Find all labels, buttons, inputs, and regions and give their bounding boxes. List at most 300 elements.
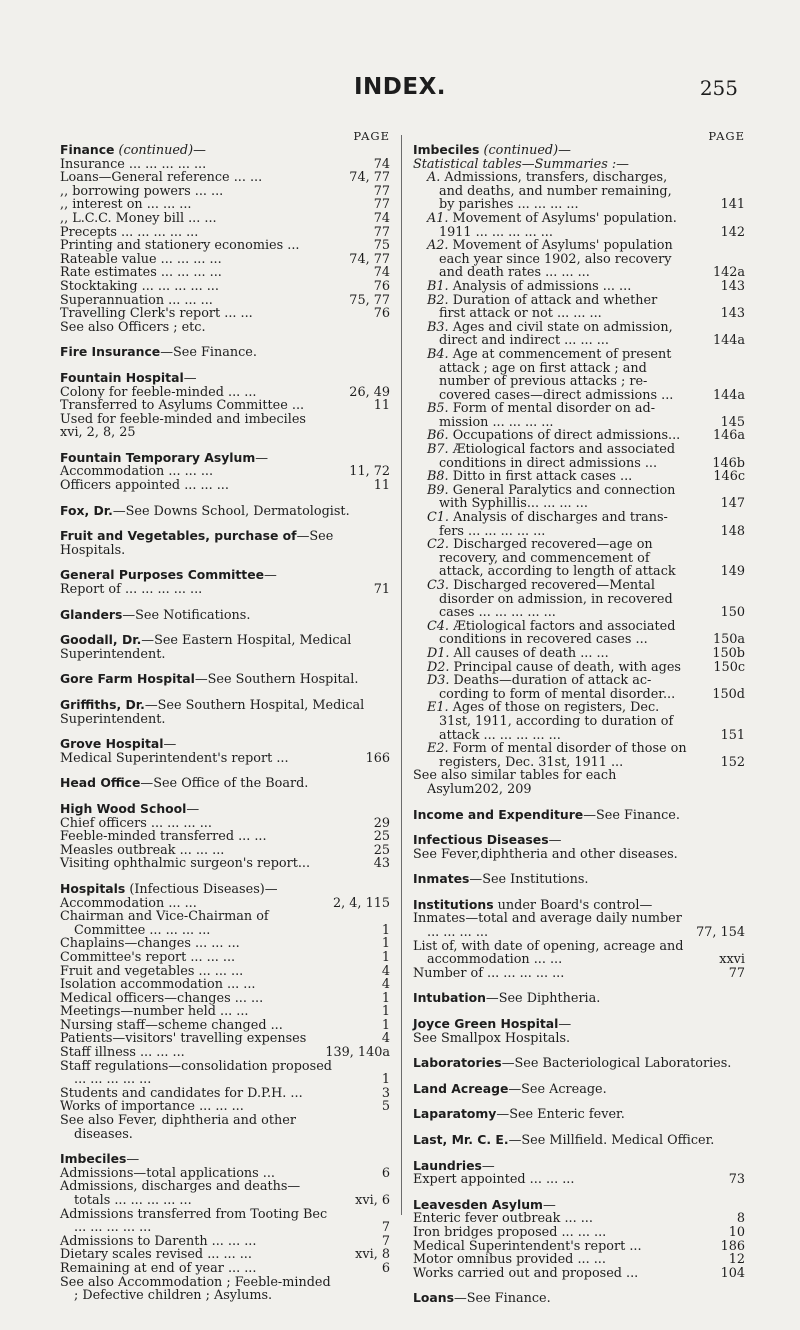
index-entry — [413, 1198, 745, 1281]
table-description: Ages and civil state on admission, direct and indirect ... ... ... — [439, 319, 673, 349]
subentry-text: Staff illness ... ... ... — [60, 1045, 185, 1061]
index-subentry — [60, 1235, 390, 1249]
statistical-table-item — [413, 647, 745, 661]
subentry-text: Transferred to Asylums Committee ... — [60, 398, 305, 414]
page-reference: 141 — [720, 197, 745, 213]
subentry-text: Rateable value ... ... ... ... — [60, 251, 222, 267]
page-number: 255 — [699, 76, 738, 100]
index-subentry — [60, 1180, 390, 1207]
subentry-text: Expert appointed ... ... ... — [413, 1172, 575, 1188]
index-subentry — [60, 1100, 390, 1114]
subentry-text: Medical Superintendent's report ... — [413, 1238, 642, 1254]
page-reference: 150d — [712, 686, 745, 702]
index-subentry — [413, 1226, 745, 1240]
page-reference: 75 — [373, 238, 390, 254]
entry-heading — [60, 568, 390, 583]
index-subentry — [60, 226, 390, 240]
index-entry — [60, 371, 390, 440]
index-entry — [413, 991, 745, 1006]
subentry-text: List of, with date of opening, acreage and accommodation ... ... — [413, 938, 684, 968]
entry-keyword: High Wood School — [60, 800, 187, 816]
statistical-table-item — [413, 429, 745, 443]
subentry-text: ,, L.C.C. Money bill ... ... — [60, 210, 217, 226]
table-description: Movement of Asylums' population. 1911 ... ... ... ... ... — [439, 210, 677, 240]
index-subentry — [60, 1032, 390, 1046]
entry-heading — [60, 1152, 390, 1167]
entry-keyword: Laparatomy — [413, 1106, 497, 1122]
subentry-text: See Smallpox Hospitals. — [413, 1030, 571, 1046]
page-reference: 1 — [381, 1004, 390, 1020]
statistical-table-item — [413, 402, 745, 429]
page-reference: 1 — [381, 1017, 390, 1033]
subentry-text: Students and candidates for D.P.H. ... — [60, 1085, 303, 1101]
index-subentry — [60, 253, 390, 267]
subentry-text: Enteric fever outbreak ... ... — [413, 1211, 593, 1227]
entry-heading — [60, 776, 390, 791]
entry-keyword: Fox, Dr. — [60, 502, 113, 518]
table-key: B7. — [427, 442, 449, 458]
entry-heading-note: — — [548, 833, 562, 849]
index-subentry — [413, 1267, 745, 1281]
page-reference: 74 — [373, 156, 390, 172]
page-reference: 6 — [381, 1165, 390, 1181]
entry-heading — [60, 504, 390, 519]
subentry-text: Inmates—total and average daily number ... ... ... ... — [413, 911, 682, 941]
entry-reference: —See Enteric fever. — [496, 1107, 625, 1123]
page-reference: 77, 154 — [696, 925, 745, 941]
entry-reference: —See Millfield. Medical Officer. — [508, 1133, 715, 1148]
page-reference: 77 — [373, 197, 390, 213]
index-entry — [60, 608, 390, 623]
index-subentry — [60, 198, 390, 212]
subentry-text: Motor omnibus provided ... ... — [413, 1252, 606, 1268]
page-reference: 150c — [713, 659, 745, 675]
table-key: C4. — [427, 618, 450, 634]
subentry-text: Admissions—total applications ... — [60, 1165, 275, 1181]
index-entry — [60, 633, 390, 661]
index-entry — [60, 776, 390, 791]
page-reference: 11 — [373, 398, 390, 414]
entry-keyword: Leavesden Asylum — [413, 1196, 543, 1212]
subentry-text: See Fever,diphtheria and other diseases. — [413, 846, 678, 862]
entry-heading-note: — — [255, 450, 269, 466]
entry-reference: —See Office of the Board. — [140, 776, 309, 792]
index-subentry — [60, 1208, 390, 1235]
table-key: B6. — [427, 428, 449, 444]
entry-heading — [60, 143, 390, 158]
table-key: E1. — [427, 700, 449, 716]
entry-keyword: Grove Hospital — [60, 736, 164, 752]
page-column-label: PAGE — [353, 129, 390, 143]
index-subentry — [60, 307, 390, 321]
index-subentry — [60, 465, 390, 479]
page-reference: xvi, 8 — [355, 1247, 390, 1263]
statistical-table-item — [413, 742, 745, 769]
entry-heading — [413, 872, 745, 887]
index-subentry — [60, 937, 390, 951]
entry-keyword: Gore Farm Hospital — [60, 671, 195, 687]
subentry-text: ,, interest on ... ... ... — [60, 197, 192, 213]
table-description: Age at commencement of present attack ; age on first attack ; and number of previous attacks ; re-covered cases—direct admissions ... — [439, 346, 674, 403]
page-reference: 74, 77 — [349, 251, 390, 267]
entry-reference: —See Diphtheria. — [485, 991, 601, 1007]
subentry-text: Patients—visitors' travelling expenses — [60, 1031, 307, 1047]
table-key: C3. — [427, 578, 450, 593]
right-column — [413, 130, 745, 1317]
table-key: C2. — [427, 537, 450, 553]
page-reference: 71 — [373, 582, 390, 598]
page-reference: 150a — [712, 632, 745, 648]
page-reference: 4 — [381, 963, 390, 979]
index-subentry — [60, 844, 390, 858]
subentry-text: Admissions, discharges and deaths—totals ... ... ... ... ... — [60, 1179, 301, 1208]
table-key: B4. — [427, 346, 449, 362]
page-reference: 25 — [373, 842, 390, 858]
table-description: Ages of those on registers, Dec. 31st, 1911, according to duration of attack ... ... ... ... ... — [439, 700, 674, 743]
subentry-text: Isolation accommodation ... ... — [60, 977, 256, 993]
subentry-text: Staff regulations—consolidation proposed ... ... ... ... ... — [60, 1058, 332, 1088]
page-reference: 143 — [720, 278, 745, 294]
statistical-table-item — [413, 294, 745, 321]
left-column — [60, 130, 390, 1314]
entry-heading-note: — — [558, 1017, 572, 1033]
table-key: B1. — [427, 278, 449, 294]
subentry-text: Meetings—number held ... ... — [60, 1004, 249, 1020]
entry-keyword: Imbeciles — [413, 142, 480, 157]
subentry-text: Officers appointed ... ... ... — [60, 478, 229, 494]
table-key: C1. — [427, 510, 450, 526]
page-reference: 74, 77 — [349, 170, 390, 186]
page-reference: 26, 49 — [349, 384, 390, 400]
page-reference: xxvi — [719, 952, 745, 968]
entry-heading — [413, 1056, 745, 1071]
entry-keyword: Institutions — [413, 896, 494, 912]
subentry-text: Works carried out and proposed ... — [413, 1265, 639, 1281]
page-reference: 147 — [720, 496, 745, 512]
statistical-table-item — [413, 348, 745, 402]
index-subentry — [60, 1262, 390, 1276]
index-entry — [413, 833, 745, 861]
entry-keyword: General Purposes Committee — [60, 567, 265, 583]
index-subentry — [60, 1019, 390, 1033]
subentry-text: See also Officers ; etc. — [60, 319, 206, 335]
index-entry — [60, 882, 390, 1141]
table-description: Deaths—duration of attack ac-cording to form of mental disorder... — [439, 673, 676, 702]
page-reference: 166 — [365, 750, 390, 766]
statistical-table-item — [413, 239, 745, 280]
index-entry — [60, 1152, 390, 1303]
index-subentry — [60, 965, 390, 979]
index-subentry — [413, 848, 745, 862]
entry-reference: —See Notifications. — [122, 607, 251, 623]
subentry-text: Admissions to Darenth ... ... ... — [60, 1233, 257, 1249]
page-reference: 77 — [728, 965, 745, 981]
page-reference: 1 — [381, 949, 390, 965]
index-entry — [413, 1159, 745, 1187]
table-description: Analysis of admissions ... ... — [448, 278, 632, 294]
subentry-text: ,, borrowing powers ... ... — [60, 183, 224, 199]
entry-heading-note: — — [542, 1197, 556, 1213]
index-subentry — [60, 857, 390, 871]
entry-heading — [413, 833, 745, 848]
page-reference: 73 — [728, 1172, 745, 1188]
subentry-text: Admissions transferred from Tooting Bec ... ... ... ... ... — [60, 1206, 328, 1236]
table-description: General Paralytics and connection with Syphillis... ... ... ... — [439, 482, 676, 512]
entry-reference: —See Southern Hospital, Medical Superintendent. — [60, 698, 365, 727]
statistical-table-item — [413, 511, 745, 538]
table-description: Discharged recovered—Mental disorder on admission, in recovered cases ... ... ... ... ... — [439, 578, 673, 621]
entry-heading — [413, 1198, 745, 1213]
index-subentry — [60, 479, 390, 493]
index-entry — [60, 737, 390, 765]
page-reference: 2, 4, 115 — [333, 895, 390, 911]
page-reference: 10 — [728, 1224, 745, 1240]
subentry-text: Chaplains—changes ... ... ... — [60, 936, 240, 952]
entry-keyword: Infectious Diseases — [413, 832, 549, 848]
entry-keyword: Griffiths, Dr. — [60, 697, 145, 712]
page-reference: 43 — [373, 856, 390, 872]
page-reference: 186 — [720, 1238, 745, 1254]
entry-heading-note: (continued)— — [114, 143, 206, 158]
entry-reference: —See Finance. — [583, 807, 680, 823]
page-reference: 142a — [712, 265, 745, 281]
page-column-label: PAGE — [708, 129, 745, 143]
table-description: Form of mental disorder of those on registers, Dec. 31st, 1911 ... — [439, 741, 687, 770]
statistical-table-item — [413, 321, 745, 348]
statistical-table-item — [413, 212, 745, 239]
page-reference: 146a — [712, 428, 745, 444]
index-subentry — [60, 1005, 390, 1019]
subentry-text: Medical Superintendent's report ... — [60, 750, 289, 766]
page-reference: 149 — [720, 564, 745, 580]
page-reference: 7 — [381, 1220, 390, 1236]
statistical-table-item — [413, 620, 745, 647]
subentry-text: Travelling Clerk's report ... ... — [60, 306, 253, 322]
table-key: E2. — [427, 741, 449, 757]
subentry-text: Medical officers—changes ... ... — [60, 990, 264, 1006]
page-reference: 25 — [373, 829, 390, 845]
index-entry — [60, 568, 390, 596]
statistical-table-item — [413, 701, 745, 742]
index-subentry — [413, 940, 745, 967]
index-subentry — [60, 1114, 390, 1141]
subentry-text: Loans—General reference ... ... — [60, 170, 263, 186]
index-subentry — [60, 212, 390, 226]
index-subentry — [60, 413, 390, 427]
index-entry — [60, 802, 390, 871]
table-key: D3. — [427, 673, 450, 689]
page-reference: xvi, 6 — [355, 1193, 390, 1208]
entry-heading — [413, 1107, 745, 1122]
index-subentry — [60, 280, 390, 294]
subentry-text: Rate estimates ... ... ... ... — [60, 265, 222, 281]
index-subentry — [60, 1060, 390, 1087]
entry-heading — [413, 1082, 745, 1097]
subentry-text: Used for feeble-minded and imbeciles — [60, 411, 306, 427]
page-reference: 6 — [381, 1260, 390, 1276]
entry-keyword: Fire Insurance — [60, 344, 161, 360]
table-key: B8. — [427, 469, 449, 485]
subentry-text: Superannuation ... ... ... — [60, 292, 213, 308]
statistical-table-item — [413, 470, 745, 484]
index-entry — [413, 872, 745, 887]
entry-reference: —See Acreage. — [508, 1081, 607, 1097]
entry-keyword: Loans — [413, 1290, 454, 1306]
entry-keyword: Laboratories — [413, 1055, 502, 1071]
table-description: Principal cause of death, with ages — [449, 659, 681, 675]
entry-keyword: Goodall, Dr. — [60, 632, 142, 648]
entry-reference: —See Hospitals. — [60, 529, 334, 558]
entry-heading — [413, 898, 745, 913]
index-subentry — [413, 967, 745, 981]
subentry-text: Iron bridges proposed ... ... ... — [413, 1224, 607, 1240]
subentry-text: Chairman and Vice-Chairman of Committee ... ... ... ... — [60, 909, 269, 938]
page-reference: 1 — [381, 1072, 390, 1088]
entry-heading — [413, 1159, 745, 1174]
entry-heading — [413, 1017, 745, 1032]
index-subentry — [60, 266, 390, 280]
entry-heading — [60, 529, 390, 557]
page-reference: 76 — [373, 278, 390, 294]
index-entry — [413, 898, 745, 981]
index-subentry — [413, 1032, 745, 1046]
table-key: A2. — [427, 238, 449, 254]
index-subentry — [413, 1212, 745, 1226]
subentry-text: Precepts ... ... ... ... ... — [60, 224, 199, 240]
page-reference: 152 — [720, 754, 745, 770]
subentry-text: Measles outbreak ... ... ... — [60, 842, 225, 858]
subentry-text: Dietary scales revised ... ... ... — [60, 1247, 252, 1263]
subentry-text: Fruit and vegetables ... ... ... — [60, 963, 244, 979]
index-title: INDEX. — [353, 74, 447, 100]
table-description: Movement of Asylums' population each year since 1902, also recovery and death rates ... ... ... — [439, 238, 673, 281]
index-subentry — [413, 1240, 745, 1254]
entry-keyword: Imbeciles — [60, 1151, 127, 1167]
entry-keyword: Income and Expenditure — [413, 806, 584, 822]
table-description: Duration of attack and whether first attack or not ... ... ... — [439, 292, 658, 322]
page-reference: 148 — [720, 523, 745, 539]
entry-keyword: Laundries — [413, 1157, 482, 1173]
index-entry — [413, 808, 745, 823]
page-reference: 4 — [381, 1031, 390, 1047]
index-subentry — [60, 830, 390, 844]
index-subentry — [60, 239, 390, 253]
column-divider — [401, 135, 402, 1215]
index-subentry — [60, 583, 390, 597]
entry-keyword: Head Office — [60, 775, 141, 791]
entry-heading — [413, 808, 745, 823]
page-reference: 7 — [381, 1233, 390, 1249]
subentry-text: Nursing staff—scheme changed ... — [60, 1017, 283, 1033]
table-key: D1. — [427, 645, 450, 661]
subentry-text: Chief officers ... ... ... ... — [60, 815, 212, 831]
page-reference: 139, 140a — [325, 1045, 390, 1061]
entry-keyword: Fountain Hospital — [60, 369, 184, 385]
index-entry — [60, 672, 390, 687]
index-subentry — [60, 1087, 390, 1101]
page-reference: 3 — [381, 1085, 390, 1101]
entry-heading — [413, 1133, 745, 1148]
index-entry — [60, 529, 390, 557]
entry-heading-note: (Infectious Diseases)— — [125, 881, 278, 897]
page-reference: 8 — [736, 1211, 745, 1227]
index-subentry — [60, 1046, 390, 1060]
table-description: Discharged recovered—age on recovery, and commencement of attack, according to length of attack — [439, 537, 676, 580]
subentry-text: Remaining at end of year ... ... — [60, 1260, 257, 1276]
subentry-text: See also Accommodation ; Feeble-minded ; Defective children ; Asylums. — [60, 1274, 331, 1304]
page-reference: 146b — [712, 455, 745, 471]
subentry-text: Printing and stationery economies ... — [60, 238, 300, 254]
statistical-table-item — [413, 280, 745, 294]
table-key: A1. — [427, 210, 449, 226]
table-description: Ditto in first attack cases ... — [448, 469, 633, 485]
page-reference: 5 — [381, 1099, 390, 1115]
entry-heading-note: — — [126, 1152, 140, 1168]
statistical-table-item — [413, 661, 745, 675]
index-subentry — [60, 1167, 390, 1181]
page-reference: 143 — [720, 306, 745, 322]
entry-heading — [413, 1291, 745, 1306]
subentry-text: Stocktaking ... ... ... ... ... — [60, 278, 219, 294]
table-description: Ætiological factors and associated conditions in direct admissions ... — [439, 442, 676, 471]
page-reference: 1 — [381, 990, 390, 1006]
index-entry — [413, 1082, 745, 1097]
page-reference: 144a — [712, 333, 745, 349]
index-subentry — [413, 912, 745, 939]
entry-heading-note: (continued)— — [479, 143, 571, 158]
entry-reference: —See Southern Hospital. — [194, 672, 359, 688]
entry-heading — [60, 608, 390, 623]
index-entry — [60, 345, 390, 360]
index-subentry — [60, 752, 390, 766]
index-subentry — [60, 992, 390, 1006]
table-key: B9. — [427, 482, 449, 498]
subentry-text: Number of ... ... ... ... ... — [413, 965, 565, 981]
index-subentry — [60, 910, 390, 937]
entry-heading — [413, 143, 745, 158]
entry-heading-note: — — [481, 1158, 495, 1174]
index-entry — [60, 451, 390, 493]
index-subentry — [60, 1248, 390, 1262]
page-reference: 145 — [720, 414, 745, 430]
entry-keyword: Hospitals — [60, 880, 126, 896]
index-subentry — [60, 158, 390, 172]
table-description: Admissions, transfers, discharges, and deaths, and number remaining, by parishes ... ... ... ... — [439, 170, 672, 213]
page-reference: 1 — [381, 922, 390, 938]
see-also-note: See also similar tables for each Asylum202, 209 — [413, 768, 617, 797]
entry-reference: —See Downs School, Dermatologist. — [112, 503, 350, 519]
entry-heading — [60, 698, 390, 726]
table-description: Form of mental disorder on ad-mission ... ... ... ... — [439, 401, 656, 430]
entry-keyword: Fountain Temporary Asylum — [60, 449, 256, 465]
index-subentry — [60, 185, 390, 199]
table-key: B3. — [427, 319, 449, 335]
entry-heading-note: — — [264, 568, 277, 584]
subentry-text: Accommodation ... ... ... — [60, 464, 214, 480]
statistical-table-item — [413, 579, 745, 620]
entry-reference: —See Institutions. — [469, 872, 589, 888]
entry-reference: —See Finance. — [160, 345, 257, 361]
table-key: B2. — [427, 292, 449, 308]
page-reference: 1 — [381, 936, 390, 952]
subentry-text: Feeble-minded transferred ... ... — [60, 829, 267, 845]
index-subentry — [60, 817, 390, 831]
subentry-text: Report of ... ... ... ... ... — [60, 582, 203, 598]
index-entry — [413, 1017, 745, 1045]
subentry-text: Works of importance ... ... ... — [60, 1099, 244, 1115]
index-entry — [413, 1056, 745, 1071]
entry-heading-note: — — [186, 801, 200, 817]
